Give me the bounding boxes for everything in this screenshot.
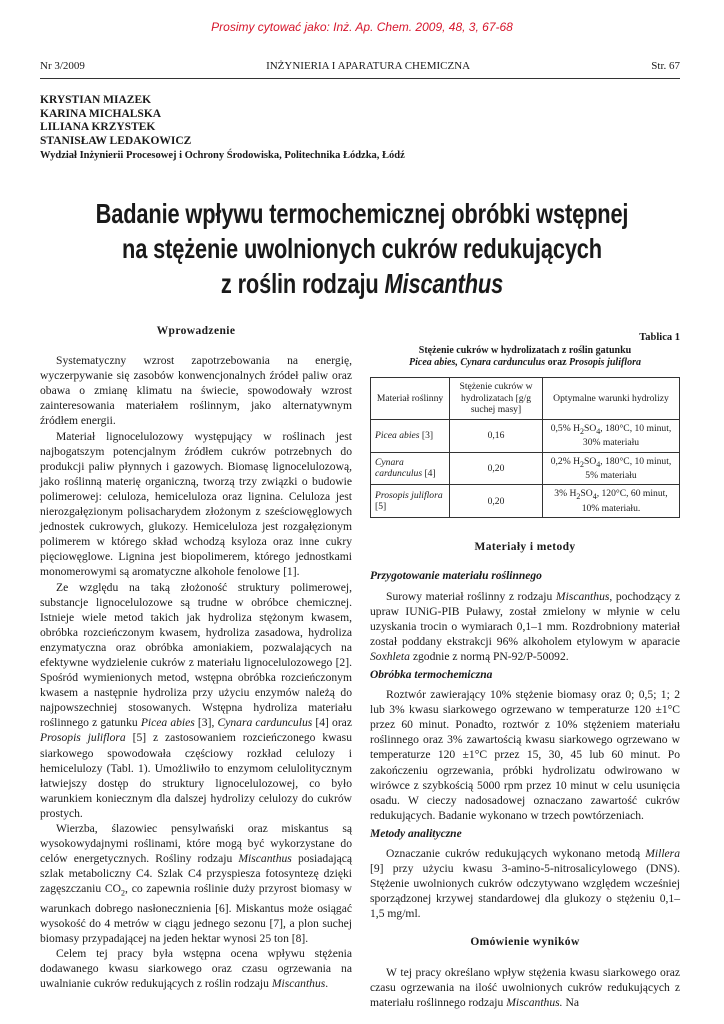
text-run: SO — [584, 455, 597, 467]
paragraph — [370, 589, 680, 664]
text-run: , pochodzący z upraw IUNiG-PIB Puławy, został zmielony w młynie w celu uzyskania trocin o wymiarach 0,1–1 mm. Rozdrobniony materiał został poddany ekstrakcji 96% alkoholem etylowym w aparacie — [370, 589, 680, 648]
section-heading-introduction: Wprowadzenie — [156, 325, 236, 337]
species-name: Cynara cardunculus — [375, 456, 423, 480]
text-run: Ze względu na taką złożoność struktury polimerowej, substancje lignocelulozowe są trudne w obróbce chemicznej. Istnieje wiele metod takich jak hydroliza stężonym kwasem, obróbka rozcieńczonym kwasem, hydroliza zasadowa, hydroliza enzymatyczna oraz obróbka amoniakiem, pozwalających na efektywne wydzielenie cukrów z materiału lignocelulozowego [2]. Spośród wymienionych metod, wstępna obróbka rozcieńczonym kwasem a następnie hydroliza przy użyciu enzymów należą do najpowszechniej stosowanych. Wstępna hydroliza materiału roślinnego z gatunku — [40, 580, 352, 730]
text-run: [5] z zastosowaniem rozcieńczonego kwasu siarkowego spowodowała częściowy rozkład celulozy i hemicelulozy (Tabl. 1). Umożliwiło to enzymom celulolitycznym łatwiejszy dostęp do struktury lignocelulozowej, co było warunkiem koniecznym dla dalszej hydrolizy celulozy do cukrów prostych. — [40, 731, 352, 820]
text-run: , co zapewnia roślinie duży przyrost biomasy w warunkach dobrego nasłonecznienia [6]. Miskantus może osiągać wysokość do 4 metrów w ciągu jednego sezonu [7], a plon suchej biomasy przypadającej na jeden hektar wynosi 25 ton [8]. — [40, 882, 352, 945]
paragraph — [370, 846, 680, 921]
page-number: Str. 67 — [651, 60, 680, 72]
italic-term: Millera — [645, 847, 680, 860]
subscript: 4 — [596, 426, 601, 436]
species-name: Prosopis juliflora — [569, 357, 641, 369]
right-column — [370, 330, 680, 1010]
title-italic: Miscanthus — [384, 268, 504, 299]
text-run: . — [325, 977, 329, 991]
section-heading-results: Omówienie wyników — [470, 936, 580, 949]
text-run: W tej pracy określano wpływ stężenia kwasu siarkowego oraz czasu ogrzewania na ilość uwolnionych cukrów redukujących z materiału roślinnego rodzaju — [370, 965, 680, 1009]
text-run: , 180°C, 10 minut, 30% materiału — [582, 422, 672, 448]
text-run: 0,2% H — [550, 455, 581, 467]
table-cell-conditions — [543, 452, 680, 485]
text-run: oraz — [547, 357, 567, 369]
title-text: z roślin rodzaju — [220, 268, 379, 299]
affiliation: Wydział Inżynierii Procesowej i Ochrony Środowiska, Politechnika Łódzka, Łódź — [40, 150, 405, 161]
subsection-heading: Przygotowanie materiału roślinnego — [370, 570, 542, 583]
text-run: Oznaczanie cukrów redukujących wykonano metodą — [386, 847, 641, 860]
author: STANISŁAW LEDAKOWICZ — [40, 134, 192, 147]
table-cell-concentration: 0,20 — [450, 485, 543, 518]
reference: [4] — [424, 468, 436, 480]
left-column — [40, 324, 352, 991]
text-run: Na — [565, 995, 579, 1009]
table-cell-conditions — [543, 485, 680, 518]
reference: [5] — [375, 501, 387, 513]
caption-line: Stężenie cukrów w hydrolizatach z roślin gatunku — [418, 345, 632, 357]
species-name: Picea abies — [140, 716, 195, 730]
table-row — [371, 485, 680, 518]
text-run: zgodnie z normą PN-92/P-50092. — [412, 649, 569, 663]
species-name: Miscanthus — [238, 852, 292, 866]
header-rule — [40, 78, 680, 79]
species-name: Cynara cardunculus — [217, 716, 313, 730]
table-cell-plant — [371, 452, 450, 485]
section-heading-materials: Materiały i metody — [474, 541, 576, 554]
table-cell-plant — [371, 485, 450, 518]
text-run: [3], — [197, 716, 215, 730]
subscript: 2 — [576, 492, 581, 502]
text-run: 3% H — [554, 488, 577, 500]
text-run: , 120°C, 60 minut, 10% materiału. — [581, 488, 668, 514]
paragraph — [40, 580, 352, 822]
title-line: na stężenie uwolnionych cukrów redukujących — [122, 233, 602, 264]
table-header-row — [371, 378, 680, 420]
column-header: Stężenie cukrów w hydrolizatach [g/g suchej masy] — [450, 378, 543, 420]
text-run: [9] przy użyciu kwasu 3-amino-5-nitrosalicylowego (DNS). Stężenie uwolnionych cukrów odczytywano względem wcześniej sporządzonej krzywej standardowej dla glukozy o stężeniu 0,1–1,5 mg/ml. — [370, 862, 680, 921]
paragraph: Roztwór zawierający 10% stężenie biomasy oraz 0; 0,5; 1; 2 lub 3% kwasu siarkowego ogrzewano w temperaturze 120 ±1°C przez 60 minut. Ponadto, roztwór z 10% stężeniem materiału roślinnego oraz 3% zawartością kwasu siarkowego ogrzewano w temperaturze 120 ±1°C przez 15, 30, 45 lub 60 minut. Po zakończeniu ogrzewania, próbki hydrolizatu odwirowano w wirówce z szybkością 5000 rpm przez 10 minut w celu usunięcia osadu. W cieczy nadosadowej oznaczano zawartość cukrów redukujących. Badanie wykonano w trzech powtórzeniach. — [370, 688, 680, 822]
table-caption — [370, 345, 680, 369]
title-line: Badanie wpływu termochemicznej obróbki wstępnej — [95, 198, 629, 229]
species-name: Miscanthus. — [506, 995, 563, 1009]
paragraph: Materiał lignocelulozowy występujący w roślinach jest najbogatszym potencjalnym źródłem cukrów potrzebnych do produkcji paliw płynnych i gazowych. Biomasę lignocelulozową, jako roślinną materię organiczną, tworzą trzy związki o budowie polimerowej: celuloza, hemiceluloza oraz lignina. Celuloza jest nierozgałęzionym polisacharydem złożonym z sześciowęglowych jednostek cukrowych, glukozy. Hemiceluloza jest rozgałęzionym polimerem w którego skład wchodzą ksyloza oraz inne cukry pięciowęglowe. Lignina jest biopolimerem, którego jednostkami monomerowymi są aromatyczne alkohole fenolowe [1]. — [40, 429, 352, 579]
reference: [3] — [421, 429, 434, 441]
issue-number: Nr 3/2009 — [40, 60, 85, 72]
column-header: Optymalne warunki hydrolizy — [543, 378, 680, 420]
species-name: Prosopis juliflora — [375, 489, 443, 501]
text-run: Wierzba, ślazowiec pensylwański oraz miskantus są wysokowydajnymi roślinami, które mogą być wykorzystane do celów energetycznych. Rośliny rodzaju — [40, 822, 352, 866]
table-row — [371, 419, 680, 452]
subscript: 2 — [580, 459, 585, 469]
author: KRYSTIAN MIAZEK — [40, 94, 152, 106]
journal-name: INŻYNIERIA I APARATURA CHEMICZNA — [266, 60, 471, 72]
species-name: Miscanthus — [271, 977, 326, 991]
text-run: posiadającą szlak metaboliczny C4. Szlak C4 przyspiesza fotosyntezę dzięki zagęszczaniu CO — [40, 852, 353, 896]
data-table — [370, 377, 680, 518]
text-run: 0,5% H — [550, 422, 581, 434]
running-header — [40, 60, 680, 72]
subscript: 2 — [121, 888, 126, 898]
text-run: SO — [584, 422, 597, 434]
table-cell-conditions — [543, 419, 680, 452]
paragraph: Systematyczny wzrost zapotrzebowania na energię, wyczerpywanie się zasobów konwencjonalnych źródeł paliw oraz obawa o zmianę klimatu na świecie, spowodowały wzrost zainteresowania materiałem roślinnym, jako alternatywnym źródłem energii. — [40, 354, 352, 428]
column-header: Materiał roślinny — [371, 378, 450, 420]
subscript: 4 — [592, 492, 597, 502]
subsection-heading: Obróbka termochemiczna — [370, 668, 493, 681]
author-list — [40, 94, 191, 148]
text-run: [4] oraz — [315, 716, 352, 730]
species-name: Prosopis juliflora — [40, 731, 126, 745]
text-run: Celem tej pracy była wstępna ocena wpływu stężenia dodawanego kwasu siarkowego oraz czasu ogrzewania na uwalnianie cukrów redukujących z roślin rodzaju — [40, 947, 352, 991]
table-cell-concentration: 0,16 — [450, 419, 543, 452]
text-run: Surowy materiał roślinny z rodzaju — [386, 589, 553, 603]
text-run: , 180°C, 10 minut, 5% materiału — [585, 455, 672, 481]
table-row — [371, 452, 680, 485]
title-line — [95, 266, 629, 301]
subsection-heading: Metody analityczne — [370, 827, 462, 840]
text-run: SO — [580, 488, 593, 500]
author: KARINA MICHALSKA — [40, 107, 162, 120]
author: LILIANA KRZYSTEK — [40, 121, 156, 133]
paragraph — [370, 965, 680, 1010]
table-label: Tablica 1 — [639, 332, 680, 343]
species-name: Miscanthus — [555, 589, 610, 603]
italic-term: Soxhleta — [370, 649, 410, 663]
paragraph — [40, 946, 352, 991]
table-cell-plant — [371, 419, 450, 452]
table-cell-concentration: 0,20 — [450, 452, 543, 485]
species-name: Picea abies, Cynara cardunculus — [409, 357, 546, 369]
citation-note: Prosimy cytować jako: Inż. Ap. Chem. 2009, 48, 3, 67-68 — [211, 20, 513, 34]
subscript: 2 — [580, 426, 585, 436]
paragraph — [40, 821, 352, 946]
species-name: Picea abies — [375, 429, 420, 441]
subscript: 4 — [596, 459, 601, 469]
caption-line — [370, 357, 680, 369]
paper-title — [95, 196, 629, 301]
